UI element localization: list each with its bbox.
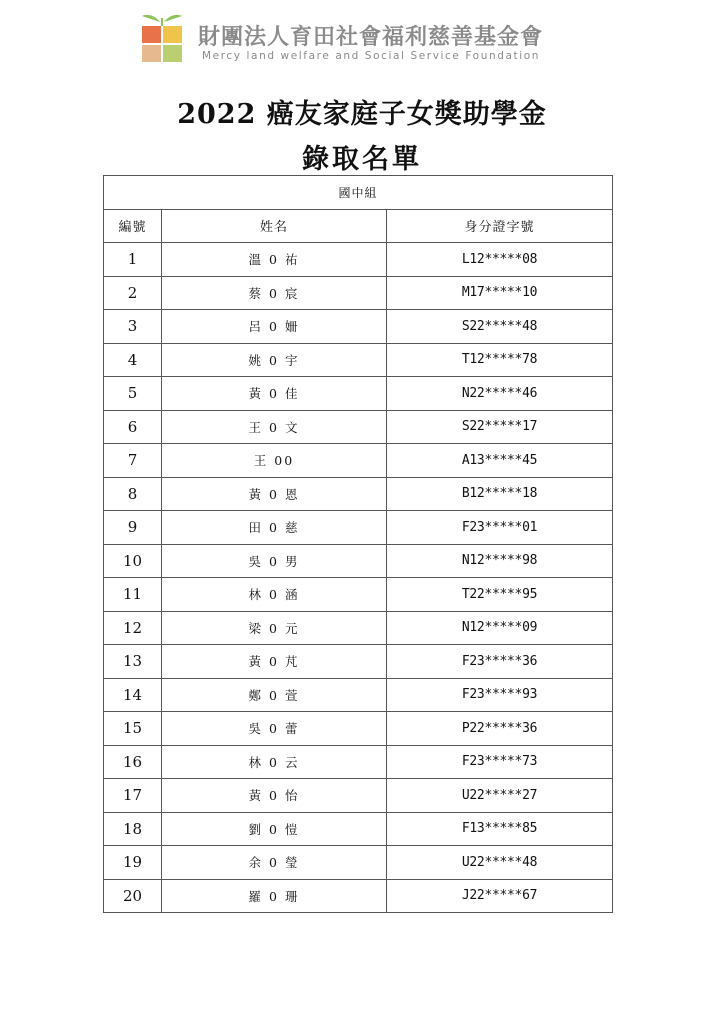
row-number: 15 xyxy=(104,712,162,746)
table-row xyxy=(104,678,613,712)
row-number: 5 xyxy=(104,377,162,411)
table-row xyxy=(104,712,613,746)
id-number: L12*****08 xyxy=(387,243,613,277)
table-row xyxy=(104,243,613,277)
id-number: B12*****18 xyxy=(387,477,613,511)
student-name: 呂 0 姍 xyxy=(162,310,387,344)
table-row xyxy=(104,846,613,880)
admission-list-table xyxy=(103,175,613,913)
row-number: 18 xyxy=(104,812,162,846)
row-number: 11 xyxy=(104,578,162,612)
id-number: T12*****78 xyxy=(387,343,613,377)
table-row xyxy=(104,276,613,310)
row-number: 3 xyxy=(104,310,162,344)
student-name: 梁 0 元 xyxy=(162,611,387,645)
student-name: 余 0 瑩 xyxy=(162,846,387,880)
student-name: 羅 0 珊 xyxy=(162,879,387,913)
student-name: 黃 0 佳 xyxy=(162,377,387,411)
id-number: A13*****45 xyxy=(387,444,613,478)
table-row xyxy=(104,611,613,645)
id-number: N12*****09 xyxy=(387,611,613,645)
student-name: 林 0 云 xyxy=(162,745,387,779)
group-label: 國中組 xyxy=(104,176,613,210)
table-row xyxy=(104,812,613,846)
row-number: 9 xyxy=(104,511,162,545)
student-name: 黃 0 怡 xyxy=(162,779,387,813)
student-name: 姚 0 宇 xyxy=(162,343,387,377)
row-number: 7 xyxy=(104,444,162,478)
id-number: N12*****98 xyxy=(387,544,613,578)
id-number: T22*****95 xyxy=(387,578,613,612)
row-number: 17 xyxy=(104,779,162,813)
row-number: 16 xyxy=(104,745,162,779)
table-row xyxy=(104,310,613,344)
row-number: 8 xyxy=(104,477,162,511)
id-number: U22*****48 xyxy=(387,846,613,880)
row-number: 14 xyxy=(104,678,162,712)
row-number: 4 xyxy=(104,343,162,377)
id-number: F23*****73 xyxy=(387,745,613,779)
column-header-row xyxy=(104,209,613,243)
org-name-chinese: 財團法人育田社會福利慈善基金會 xyxy=(198,25,544,50)
id-number: N22*****46 xyxy=(387,377,613,411)
row-number: 1 xyxy=(104,243,162,277)
student-name: 溫 0 祐 xyxy=(162,243,387,277)
row-number: 2 xyxy=(104,276,162,310)
student-name: 田 0 慈 xyxy=(162,511,387,545)
table-row xyxy=(104,645,613,679)
id-number: S22*****17 xyxy=(387,410,613,444)
id-number: F23*****36 xyxy=(387,645,613,679)
row-number: 13 xyxy=(104,645,162,679)
document-subtitle: 錄取名單 xyxy=(302,144,422,175)
id-number: J22*****67 xyxy=(387,879,613,913)
id-number: U22*****27 xyxy=(387,779,613,813)
table-row xyxy=(104,879,613,913)
table-body xyxy=(104,243,613,913)
id-number: P22*****36 xyxy=(387,712,613,746)
table-row xyxy=(104,444,613,478)
table-row xyxy=(104,410,613,444)
foundation-logo-icon xyxy=(140,10,184,62)
student-name: 吳 0 男 xyxy=(162,544,387,578)
org-name-english: Mercy land welfare and Social Service Foundation xyxy=(202,50,541,62)
student-name: 鄭 0 萱 xyxy=(162,678,387,712)
table-row xyxy=(104,779,613,813)
student-name: 林 0 涵 xyxy=(162,578,387,612)
table-row xyxy=(104,578,613,612)
table-row xyxy=(104,745,613,779)
row-number: 19 xyxy=(104,846,162,880)
student-name: 王 00 xyxy=(162,444,387,478)
id-number: S22*****48 xyxy=(387,310,613,344)
row-number: 20 xyxy=(104,879,162,913)
row-number: 6 xyxy=(104,410,162,444)
document-title: 2022 癌友家庭子女獎助學金 xyxy=(177,99,547,130)
student-name: 黃 0 恩 xyxy=(162,477,387,511)
student-name: 劉 0 愷 xyxy=(162,812,387,846)
student-name: 蔡 0 宸 xyxy=(162,276,387,310)
row-number: 12 xyxy=(104,611,162,645)
foundation-header xyxy=(140,10,600,64)
student-name: 王 0 文 xyxy=(162,410,387,444)
table-row xyxy=(104,343,613,377)
id-number: F23*****01 xyxy=(387,511,613,545)
table-row xyxy=(104,377,613,411)
row-number: 10 xyxy=(104,544,162,578)
table-row xyxy=(104,511,613,545)
table-row xyxy=(104,477,613,511)
student-name: 吳 0 蕾 xyxy=(162,712,387,746)
student-name: 黃 0 芃 xyxy=(162,645,387,679)
column-header-name: 姓名 xyxy=(162,209,387,243)
column-header-number: 編號 xyxy=(104,209,162,243)
column-header-id: 身分證字號 xyxy=(387,209,613,243)
id-number: F13*****85 xyxy=(387,812,613,846)
group-header-row xyxy=(104,176,613,210)
id-number: M17*****10 xyxy=(387,276,613,310)
id-number: F23*****93 xyxy=(387,678,613,712)
table-row xyxy=(104,544,613,578)
